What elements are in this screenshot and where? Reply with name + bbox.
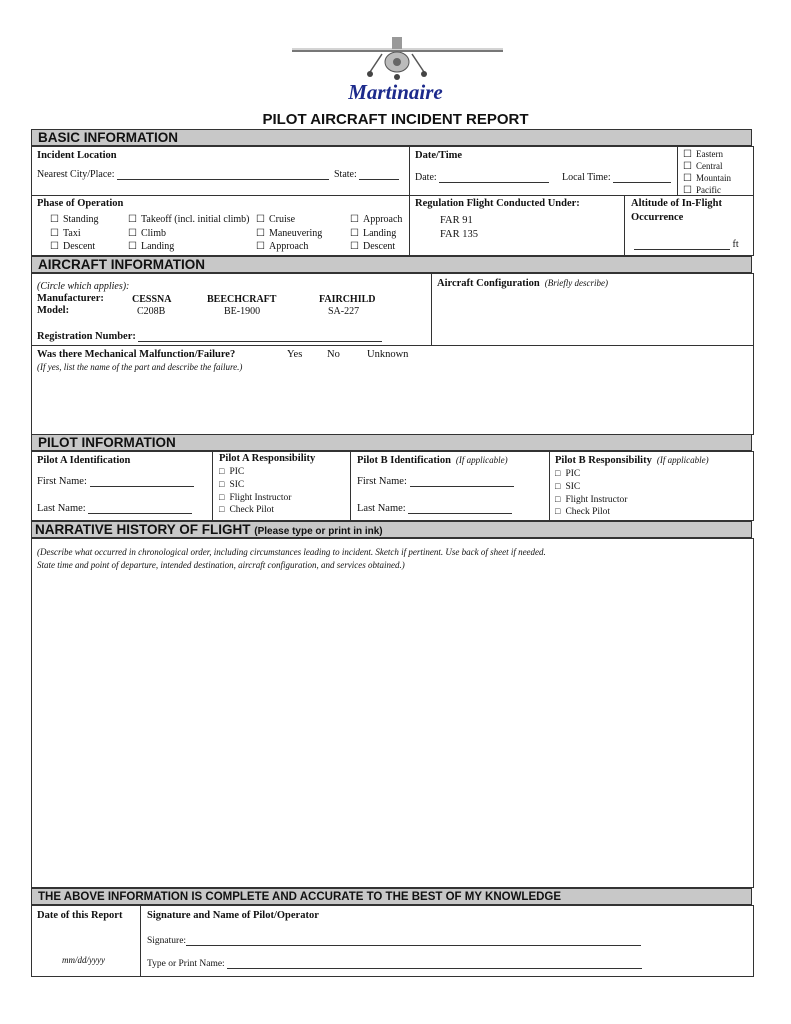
manufacturer-label: Manufacturer: [37,293,104,304]
model-label: Model: [37,305,70,316]
pilot-a-resp-label: Pilot A Responsibility [219,453,316,464]
answer-yes[interactable]: Yes [287,349,303,360]
answer-no[interactable]: No [327,349,340,360]
pilot-header: PILOT INFORMATION [31,434,752,451]
altitude-unit: ft [732,239,739,250]
datetime-label: Date/Time [415,150,463,161]
narrative-instructions-1: (Describe what occurred in chronological order, including circumstances leading to incident. Sketch if pertinent. Use back of sheet if needed. [37,547,546,557]
regulation-title: Regulation Flight Conducted Under: [415,198,580,209]
model-sa227[interactable]: SA-227 [328,306,360,317]
narrative-title: NARRATIVE HISTORY OF FLIGHT [35,522,251,537]
airplane-logo [290,34,505,84]
nearest-city-field[interactable] [117,170,329,180]
manufacturer-beechcraft[interactable]: BEECHCRAFT [207,294,277,305]
manufacturer-fairchild[interactable]: FAIRCHILD [319,294,376,305]
pilot-b-id-note: (If applicable) [455,455,508,465]
phase-descent-2[interactable]: ☐ Descent [350,241,395,252]
phase-cruise[interactable]: ☐ Cruise [256,214,295,225]
pilot-b-pic[interactable]: □ PIC [555,468,580,479]
pilot-a-id-label: Pilot A Identification [37,455,131,466]
local-time-field[interactable] [613,173,671,183]
local-time-label: Local Time: [562,172,611,183]
config-field[interactable] [437,292,747,342]
print-name-field[interactable] [227,959,642,969]
model-c208b[interactable]: C208B [137,306,166,317]
date-field[interactable] [439,173,549,183]
phase-landing[interactable]: ☐ Landing [350,228,396,239]
malfunction-question: Was there Mechanical Malfunction/Failure? [37,349,236,360]
pilot-b-instructor[interactable]: □ Flight Instructor [555,494,627,505]
print-name-label: Type or Print Name: [147,959,225,969]
tz-eastern[interactable]: ☐ Eastern [683,149,723,160]
narrative-instructions-2: State time and point of departure, intended destination, aircraft configuration, and services obtained.) [37,560,405,570]
basic-header: BASIC INFORMATION [31,129,752,146]
narrative-field[interactable] [37,575,747,883]
altitude-title-2: Occurrence [631,212,684,223]
malfunction-field[interactable] [37,375,747,430]
date-of-report-label: Date of this Report [37,910,123,921]
pilot-b-last-label: Last Name: [357,503,406,514]
pilot-a-first-field[interactable] [90,477,194,487]
circle-note: (Circle which applies): [37,281,130,292]
pilot-a-last-field[interactable] [88,504,192,514]
pilot-b-resp-label: Pilot B Responsibility [555,455,652,466]
model-be1900[interactable]: BE-1900 [224,306,261,317]
signature-field[interactable] [186,936,641,946]
brand-name: Martinaire [348,80,443,104]
config-note: (Briefly describe) [544,278,608,288]
phase-descent[interactable]: ☐ Descent [50,241,95,252]
registration-label: Registration Number: [37,331,136,342]
altitude-title-1: Altitude of In-Flight [631,198,723,209]
phase-taxi[interactable]: ☐ Taxi [50,228,81,239]
pilot-b-sic[interactable]: □ SIC [555,481,580,492]
manufacturer-cessna[interactable]: CESSNA [132,294,172,305]
pilot-a-instructor[interactable]: □ Flight Instructor [219,492,291,503]
pilot-a-last-label: Last Name: [37,503,86,514]
phase-standing[interactable]: ☐ Standing [50,214,99,225]
tz-pacific[interactable]: ☐ Pacific [683,185,721,196]
pilot-b-resp-note: (If applicable) [656,455,709,465]
narrative-header [31,521,752,538]
date-label: Date: [415,172,437,183]
page-title: PILOT AIRCRAFT INCIDENT REPORT [262,111,529,128]
narrative-note: (Please type or print in ink) [254,526,383,537]
pilot-b-first-label: First Name: [357,476,407,487]
signature-title: Signature and Name of Pilot/Operator [147,910,319,921]
phase-takeoff[interactable]: ☐ Takeoff (incl. initial climb) [128,214,250,225]
phase-landing-2[interactable]: ☐ Landing [128,241,174,252]
altitude-field[interactable] [634,240,730,250]
pilot-a-check[interactable]: □ Check Pilot [219,504,274,515]
phase-maneuvering[interactable]: ☐ Maneuvering [256,228,322,239]
state-label: State: [334,169,357,180]
phase-title: Phase of Operation [37,198,124,209]
pilot-b-id-label: Pilot B Identification [357,455,451,466]
regulation-far135[interactable]: FAR 135 [440,229,479,240]
answer-unknown[interactable]: Unknown [367,349,409,360]
tz-mountain[interactable]: ☐ Mountain [683,173,731,184]
pilot-a-first-label: First Name: [37,476,87,487]
pilot-b-first-field[interactable] [410,477,514,487]
date-format-hint[interactable]: mm/dd/yyyy [62,955,105,965]
aircraft-header: AIRCRAFT INFORMATION [31,256,752,273]
state-field[interactable] [359,170,399,180]
tz-central[interactable]: ☐ Central [683,161,722,172]
pilot-a-pic[interactable]: □ PIC [219,466,244,477]
incident-location-label: Incident Location [37,150,117,161]
phase-approach-2[interactable]: ☐ Approach [256,241,308,252]
registration-field[interactable] [138,332,382,342]
pilot-a-sic[interactable]: □ SIC [219,479,244,490]
regulation-far91[interactable]: FAR 91 [440,215,473,226]
signature-label: Signature: [147,936,187,946]
cert-header: THE ABOVE INFORMATION IS COMPLETE AND ACCURATE TO THE BEST OF MY KNOWLEDGE [31,888,752,905]
nearest-city-label: Nearest City/Place: [37,169,115,180]
pilot-b-check[interactable]: □ Check Pilot [555,506,610,517]
config-title: Aircraft Configuration [437,278,540,289]
pilot-b-last-field[interactable] [408,504,512,514]
phase-approach[interactable]: ☐ Approach [350,214,402,225]
malfunction-note: (If yes, list the name of the part and describe the failure.) [37,362,243,372]
phase-climb[interactable]: ☐ Climb [128,228,166,239]
